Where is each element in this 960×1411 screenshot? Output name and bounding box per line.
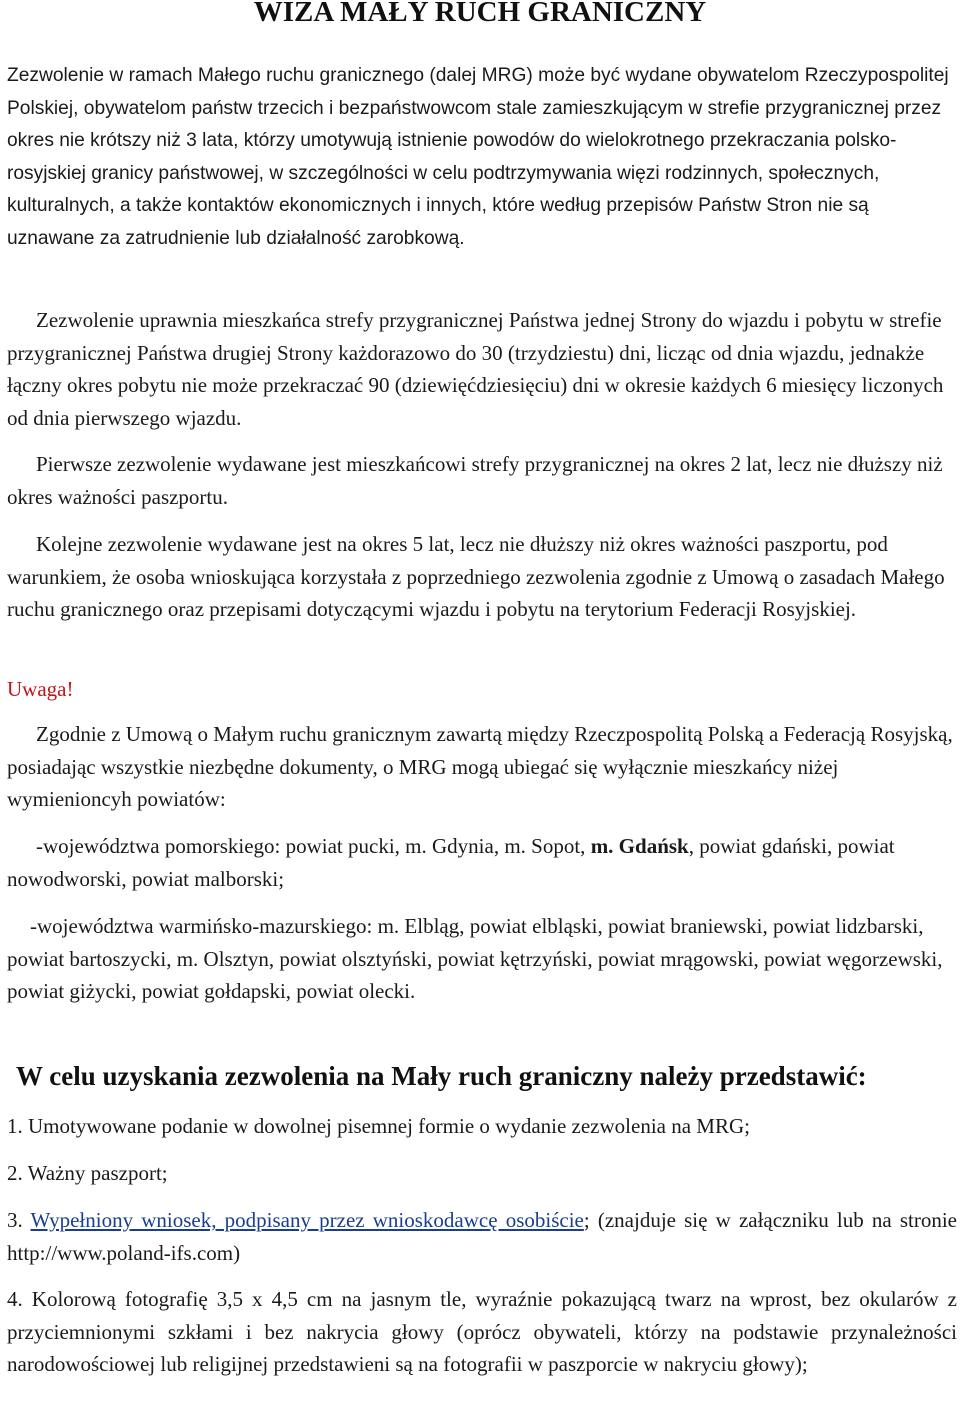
item3-suffix: ; (znajduje się w załączniku lub na stronie http://www.poland-ifs.com) — [7, 1208, 957, 1265]
required-item-3 — [7, 1204, 957, 1269]
paragraph-permission-scope: Zezwolenie uprawnia mieszkańca strefy przygranicznej Państwa jednej Strony do wjazdu i pobytu w strefie przygranicznej Państwa drugiej Strony każdorazowo do 30 (trzydziestu) dni, licząc od dnia wjazdu, jednakże łączny okres pobytu nie może przekraczać 90 (dziewięćdziesięciu) dni w okresie każdych 6 miesięcy liczonych od dnia pierwszego wjazdu. — [7, 308, 944, 430]
pomorskie-text-before: -województwa pomorskiego: powiat pucki, m. Gdynia, m. Sopot, — [36, 834, 591, 858]
list-pomorskie — [7, 830, 957, 895]
application-form-link[interactable]: Wypełniony wniosek, podpisany przez wnioskodawcę osobiście — [30, 1208, 584, 1232]
required-item-2: 2. Ważny paszport; — [7, 1161, 168, 1185]
list-warminsko-mazurskie: -województwa warmińsko-mazurskiego: m. Elbląg, powiat elbląski, powiat braniewski, powiat lidzbarski, powiat bartoszycki, m. Olsztyn, powiat olsztyński, powiat kętrzyński, powiat mrągowski, powiat węgorzewski, powiat giżycki, powiat gołdapski, powiat olecki. — [7, 914, 943, 1003]
required-documents-heading: W celu uzyskania zezwolenia na Mały ruch graniczny należy przedstawić: — [16, 1061, 867, 1091]
required-item-4: 4. Kolorową fotografię 3,5 x 4,5 cm na jasnym tle, wyraźnie pokazującą twarz na wprost, bez okularów z przyciemnionymi szkłami i bez nakrycia głowy (oprócz obywateli, którzy na podstawie przynależności narodowościowej lub religijnej przedstawieni są na fotografii w paszporcie w nakryciu głowy); — [7, 1287, 957, 1376]
intro-paragraph: Zezwolenie w ramach Małego ruchu granicznego (dalej MRG) może być wydane obywatelom Rzeczypospolitej Polskiej, obywatelom państw trzecich i bezpaństwowcom stale zamieszkującym w strefie przygranicznej przez okres nie krótszy niż 3 lata, którzy umotywują istnienie powodów do wielokrotnego przekraczania polsko-rosyjskiej granicy państwowej, w szczególności w celu podtrzymywania więzi rodzinnych, społecznych, kulturalnych, a także kontaktów ekonomicznych i innych, które według przepisów Państw Stron nie są uznawane za zatrudnienie lub działalność zarobkową. — [7, 65, 949, 249]
paragraph-first-permit: Pierwsze zezwolenie wydawane jest mieszkańcowi strefy przygranicznej na okres 2 lat, lecz nie dłuższy niż okres ważności paszportu. — [7, 452, 943, 509]
required-item-1: 1. Umotywowane podanie w dowolnej pisemnej formie o wydanie zezwolenia na MRG; — [7, 1114, 750, 1138]
paragraph-eligibility: Zgodnie z Umową o Małym ruchu granicznym zawartą między Rzeczpospolitą Polską a Federacją Rosyjską, posiadając wszystkie niezbędne dokumenty, o MRG mogą ubiegać się wyłącznie mieszkańcy niżej wymienioncyh powiatów: — [7, 722, 953, 811]
warning-label: Uwaga! — [7, 677, 74, 701]
page-title: WIZA MAŁY RUCH GRANICZNY — [253, 0, 707, 28]
pomorskie-gdansk-bold: m. Gdańsk — [590, 834, 689, 858]
pomorskie-text-after: , powiat gdański, powiat nowodworski, powiat malborski; — [7, 834, 895, 891]
paragraph-next-permit: Kolejne zezwolenie wydawane jest na okres 5 lat, lecz nie dłuższy niż okres ważności paszportu, pod warunkiem, że osoba wnioskująca korzystała z poprzedniego zezwolenia zgodnie z Umową o zasadach Małego ruchu granicznego oraz przepisami dotyczącymi wjazdu i pobytu na terytorium Federacji Rosyjskiej. — [7, 532, 945, 621]
item3-prefix: 3. — [7, 1208, 31, 1232]
